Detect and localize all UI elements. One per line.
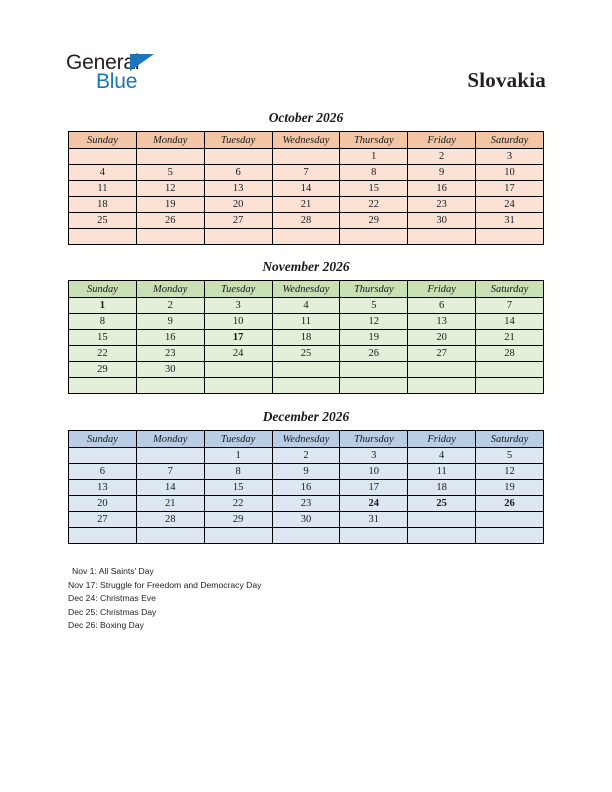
calendar-empty-cell [136, 448, 204, 464]
calendar-week-row [69, 298, 544, 314]
calendar-day-cell[interactable]: 12 [136, 181, 204, 197]
calendar-day-cell[interactable]: 20 [69, 496, 137, 512]
calendar-day-cell[interactable]: 25 [272, 346, 340, 362]
weekday-header-tuesday: Tuesday [204, 281, 272, 298]
weekday-header-row [69, 132, 544, 149]
calendar-empty-cell [476, 528, 544, 544]
calendar-day-cell[interactable]: 24 [476, 197, 544, 213]
calendar-day-cell[interactable]: 3 [476, 149, 544, 165]
calendar-empty-cell [69, 149, 137, 165]
calendar-empty-cell [476, 362, 544, 378]
calendar-day-cell[interactable]: 14 [476, 314, 544, 330]
calendar-day-cell[interactable]: 1 [340, 149, 408, 165]
calendar-day-cell[interactable]: 21 [136, 496, 204, 512]
calendar-table-november [68, 280, 544, 394]
weekday-header-monday: Monday [136, 281, 204, 298]
calendar-day-cell[interactable]: 7 [136, 464, 204, 480]
calendar-body [69, 298, 544, 394]
calendar-day-cell[interactable]: 2 [408, 149, 476, 165]
calendar-day-cell[interactable]: 16 [408, 181, 476, 197]
triangle-icon [130, 54, 154, 71]
month-title: December 2026 [262, 409, 350, 424]
calendar-day-cell[interactable]: 13 [204, 181, 272, 197]
calendar-day-cell[interactable]: 22 [69, 346, 137, 362]
weekday-header-wednesday: Wednesday [272, 281, 340, 298]
calendar-day-cell[interactable]: 13 [408, 314, 476, 330]
calendar-day-cell[interactable]: 10 [476, 165, 544, 181]
calendar-empty-cell [272, 378, 340, 394]
calendar-empty-cell [204, 528, 272, 544]
weekday-header-thursday: Thursday [340, 281, 408, 298]
calendar-day-cell[interactable]: 28 [272, 213, 340, 229]
month-section-october [68, 110, 544, 245]
calendar-day-cell[interactable]: 8 [69, 314, 137, 330]
calendar-day-cell[interactable]: 6 [204, 165, 272, 181]
calendar-day-cell[interactable]: 15 [340, 181, 408, 197]
weekday-header-sunday: Sunday [69, 431, 137, 448]
calendar-day-cell[interactable]: 22 [204, 496, 272, 512]
calendar-day-cell[interactable]: 27 [69, 512, 137, 528]
calendar-empty-cell [272, 528, 340, 544]
calendar-day-cell[interactable]: 10 [340, 464, 408, 480]
calendar-empty-cell [204, 149, 272, 165]
calendar-day-cell[interactable]: 20 [408, 330, 476, 346]
calendar-empty-cell [69, 229, 137, 245]
general-blue-logo [66, 52, 266, 102]
weekday-header-friday: Friday [408, 132, 476, 149]
weekday-header-saturday: Saturday [476, 281, 544, 298]
weekday-header-thursday: Thursday [340, 132, 408, 149]
weekday-header-saturday: Saturday [476, 132, 544, 149]
weekday-header-saturday: Saturday [476, 431, 544, 448]
calendar-day-cell[interactable]: 23 [272, 496, 340, 512]
weekday-header-wednesday: Wednesday [272, 431, 340, 448]
calendar-day-cell[interactable]: 16 [272, 480, 340, 496]
weekday-header-wednesday: Wednesday [272, 132, 340, 149]
calendar-week-row [69, 346, 544, 362]
calendar-day-cell[interactable]: 16 [136, 330, 204, 346]
calendar-empty-cell [204, 378, 272, 394]
calendar-day-cell[interactable]: 19 [136, 197, 204, 213]
calendar-day-cell[interactable]: 17 [476, 181, 544, 197]
holiday-legend-item: Nov 1: All Saints’ Day [72, 566, 154, 576]
calendar-week-row [69, 378, 544, 394]
holiday-legend [68, 565, 498, 633]
calendar-table-october [68, 131, 544, 245]
calendar-day-cell[interactable]: 7 [476, 298, 544, 314]
calendar-day-cell[interactable]: 10 [204, 314, 272, 330]
calendar-empty-cell [340, 528, 408, 544]
weekday-header-thursday: Thursday [340, 431, 408, 448]
calendar-day-cell[interactable]: 26 [476, 496, 544, 512]
calendar-day-cell[interactable]: 6 [408, 298, 476, 314]
calendar-empty-cell [136, 378, 204, 394]
weekday-header-sunday: Sunday [69, 132, 137, 149]
calendar-day-cell[interactable]: 14 [272, 181, 340, 197]
weekday-header-sunday: Sunday [69, 281, 137, 298]
calendar-day-cell[interactable]: 27 [204, 213, 272, 229]
calendar-day-cell[interactable]: 23 [136, 346, 204, 362]
holiday-legend-item: Dec 25: Christmas Day [68, 606, 157, 617]
month-title: November 2026 [262, 259, 350, 274]
calendar-day-cell[interactable]: 24 [340, 496, 408, 512]
calendar-day-cell[interactable]: 28 [476, 346, 544, 362]
calendar-day-cell[interactable]: 3 [204, 298, 272, 314]
calendar-day-cell[interactable]: 19 [340, 330, 408, 346]
calendar-empty-cell [476, 378, 544, 394]
calendar-week-row [69, 464, 544, 480]
calendar-week-row [69, 149, 544, 165]
calendar-day-cell[interactable]: 18 [69, 197, 137, 213]
calendar-week-row [69, 213, 544, 229]
calendar-day-cell[interactable]: 1 [204, 448, 272, 464]
calendar-body [69, 149, 544, 245]
calendar-week-row [69, 480, 544, 496]
calendar-empty-cell [69, 448, 137, 464]
calendar-day-cell[interactable]: 28 [136, 512, 204, 528]
calendar-day-cell[interactable]: 7 [272, 165, 340, 181]
calendar-day-cell[interactable]: 20 [204, 197, 272, 213]
calendar-day-cell[interactable]: 29 [204, 512, 272, 528]
calendar-empty-cell [204, 229, 272, 245]
weekday-header-tuesday: Tuesday [204, 132, 272, 149]
calendar-day-cell[interactable]: 24 [204, 346, 272, 362]
calendar-day-cell[interactable]: 4 [69, 165, 137, 181]
calendar-empty-cell [272, 362, 340, 378]
calendar-week-row [69, 528, 544, 544]
calendar-day-cell[interactable]: 17 [204, 330, 272, 346]
calendar-day-cell[interactable]: 12 [476, 464, 544, 480]
calendar-day-cell[interactable]: 4 [272, 298, 340, 314]
calendar-week-row [69, 330, 544, 346]
brand-word-general: General [66, 51, 140, 74]
calendar-week-row [69, 165, 544, 181]
calendar-week-row [69, 496, 544, 512]
calendar-empty-cell [408, 378, 476, 394]
calendar-day-cell[interactable]: 29 [69, 362, 137, 378]
calendar-day-cell[interactable]: 18 [272, 330, 340, 346]
calendar-day-cell[interactable]: 13 [69, 480, 137, 496]
calendar-body [69, 448, 544, 544]
calendar-day-cell[interactable]: 30 [272, 512, 340, 528]
calendar-day-cell[interactable]: 30 [136, 362, 204, 378]
calendar-day-cell[interactable]: 11 [272, 314, 340, 330]
calendar-empty-cell [136, 229, 204, 245]
calendar-day-cell[interactable]: 1 [69, 298, 137, 314]
calendar-empty-cell [340, 378, 408, 394]
calendar-day-cell[interactable]: 17 [340, 480, 408, 496]
calendar-day-cell[interactable]: 5 [476, 448, 544, 464]
calendar-day-cell[interactable]: 21 [272, 197, 340, 213]
calendar-day-cell[interactable]: 9 [136, 314, 204, 330]
calendar-empty-cell [476, 229, 544, 245]
calendar-empty-cell [69, 378, 137, 394]
calendar-empty-cell [340, 229, 408, 245]
calendar-day-cell[interactable]: 3 [340, 448, 408, 464]
calendar-empty-cell [408, 229, 476, 245]
weekday-header-friday: Friday [408, 431, 476, 448]
calendar-day-cell[interactable]: 11 [408, 464, 476, 480]
calendar-day-cell[interactable]: 12 [340, 314, 408, 330]
month-section-november [68, 259, 544, 394]
calendar-day-cell[interactable]: 9 [408, 165, 476, 181]
calendar-day-cell[interactable]: 15 [69, 330, 137, 346]
calendar-day-cell[interactable]: 31 [340, 512, 408, 528]
calendar-week-row [69, 197, 544, 213]
calendar-day-cell[interactable]: 8 [340, 165, 408, 181]
calendar-day-cell[interactable]: 29 [340, 213, 408, 229]
calendar-week-row [69, 181, 544, 197]
calendar-empty-cell [136, 528, 204, 544]
calendar-week-row [69, 448, 544, 464]
calendar-day-cell[interactable]: 26 [136, 213, 204, 229]
calendar-empty-cell [136, 149, 204, 165]
calendar-week-row [69, 229, 544, 245]
page-title: Slovakia [467, 68, 546, 92]
weekday-header-row [69, 431, 544, 448]
weekday-header-monday: Monday [136, 132, 204, 149]
weekday-header-tuesday: Tuesday [204, 431, 272, 448]
calendar-empty-cell [408, 528, 476, 544]
calendar-day-cell[interactable]: 9 [272, 464, 340, 480]
calendar-day-cell[interactable]: 25 [408, 496, 476, 512]
calendar-day-cell[interactable]: 2 [136, 298, 204, 314]
month-title: October 2026 [268, 110, 344, 125]
calendar-week-row [69, 314, 544, 330]
calendar-day-cell[interactable]: 22 [340, 197, 408, 213]
calendar-day-cell[interactable]: 18 [408, 480, 476, 496]
calendar-day-cell[interactable]: 6 [69, 464, 137, 480]
month-section-december [68, 409, 544, 544]
calendar-day-cell[interactable]: 30 [408, 213, 476, 229]
calendar-empty-cell [408, 362, 476, 378]
calendar-week-row [69, 362, 544, 378]
calendar-day-cell[interactable]: 2 [272, 448, 340, 464]
weekday-header-row [69, 281, 544, 298]
weekday-header-monday: Monday [136, 431, 204, 448]
calendar-day-cell[interactable]: 25 [69, 213, 137, 229]
calendar-week-row [69, 512, 544, 528]
calendar-day-cell[interactable]: 14 [136, 480, 204, 496]
calendar-day-cell[interactable]: 8 [204, 464, 272, 480]
calendar-empty-cell [69, 528, 137, 544]
calendar-day-cell[interactable]: 21 [476, 330, 544, 346]
calendar-day-cell[interactable]: 26 [340, 346, 408, 362]
calendar-day-cell[interactable]: 11 [69, 181, 137, 197]
calendar-day-cell[interactable]: 4 [408, 448, 476, 464]
calendar-empty-cell [476, 512, 544, 528]
calendar-day-cell[interactable]: 5 [340, 298, 408, 314]
brand-word-blue: Blue [96, 70, 138, 93]
calendar-empty-cell [408, 512, 476, 528]
calendar-empty-cell [272, 229, 340, 245]
holiday-legend-item: Dec 24: Christmas Eve [68, 593, 156, 604]
calendar-day-cell[interactable]: 27 [408, 346, 476, 362]
calendar-day-cell[interactable]: 23 [408, 197, 476, 213]
holiday-legend-item: Dec 26: Boxing Day [68, 620, 144, 631]
calendar-day-cell[interactable]: 31 [476, 213, 544, 229]
calendar-empty-cell [204, 362, 272, 378]
calendar-day-cell[interactable]: 15 [204, 480, 272, 496]
calendar-table-december [68, 430, 544, 544]
calendar-empty-cell [340, 362, 408, 378]
calendar-day-cell[interactable]: 5 [136, 165, 204, 181]
calendar-empty-cell [272, 149, 340, 165]
weekday-header-friday: Friday [408, 281, 476, 298]
calendar-day-cell[interactable]: 19 [476, 480, 544, 496]
holiday-legend-item: Nov 17: Struggle for Freedom and Democracy Day [68, 579, 262, 590]
